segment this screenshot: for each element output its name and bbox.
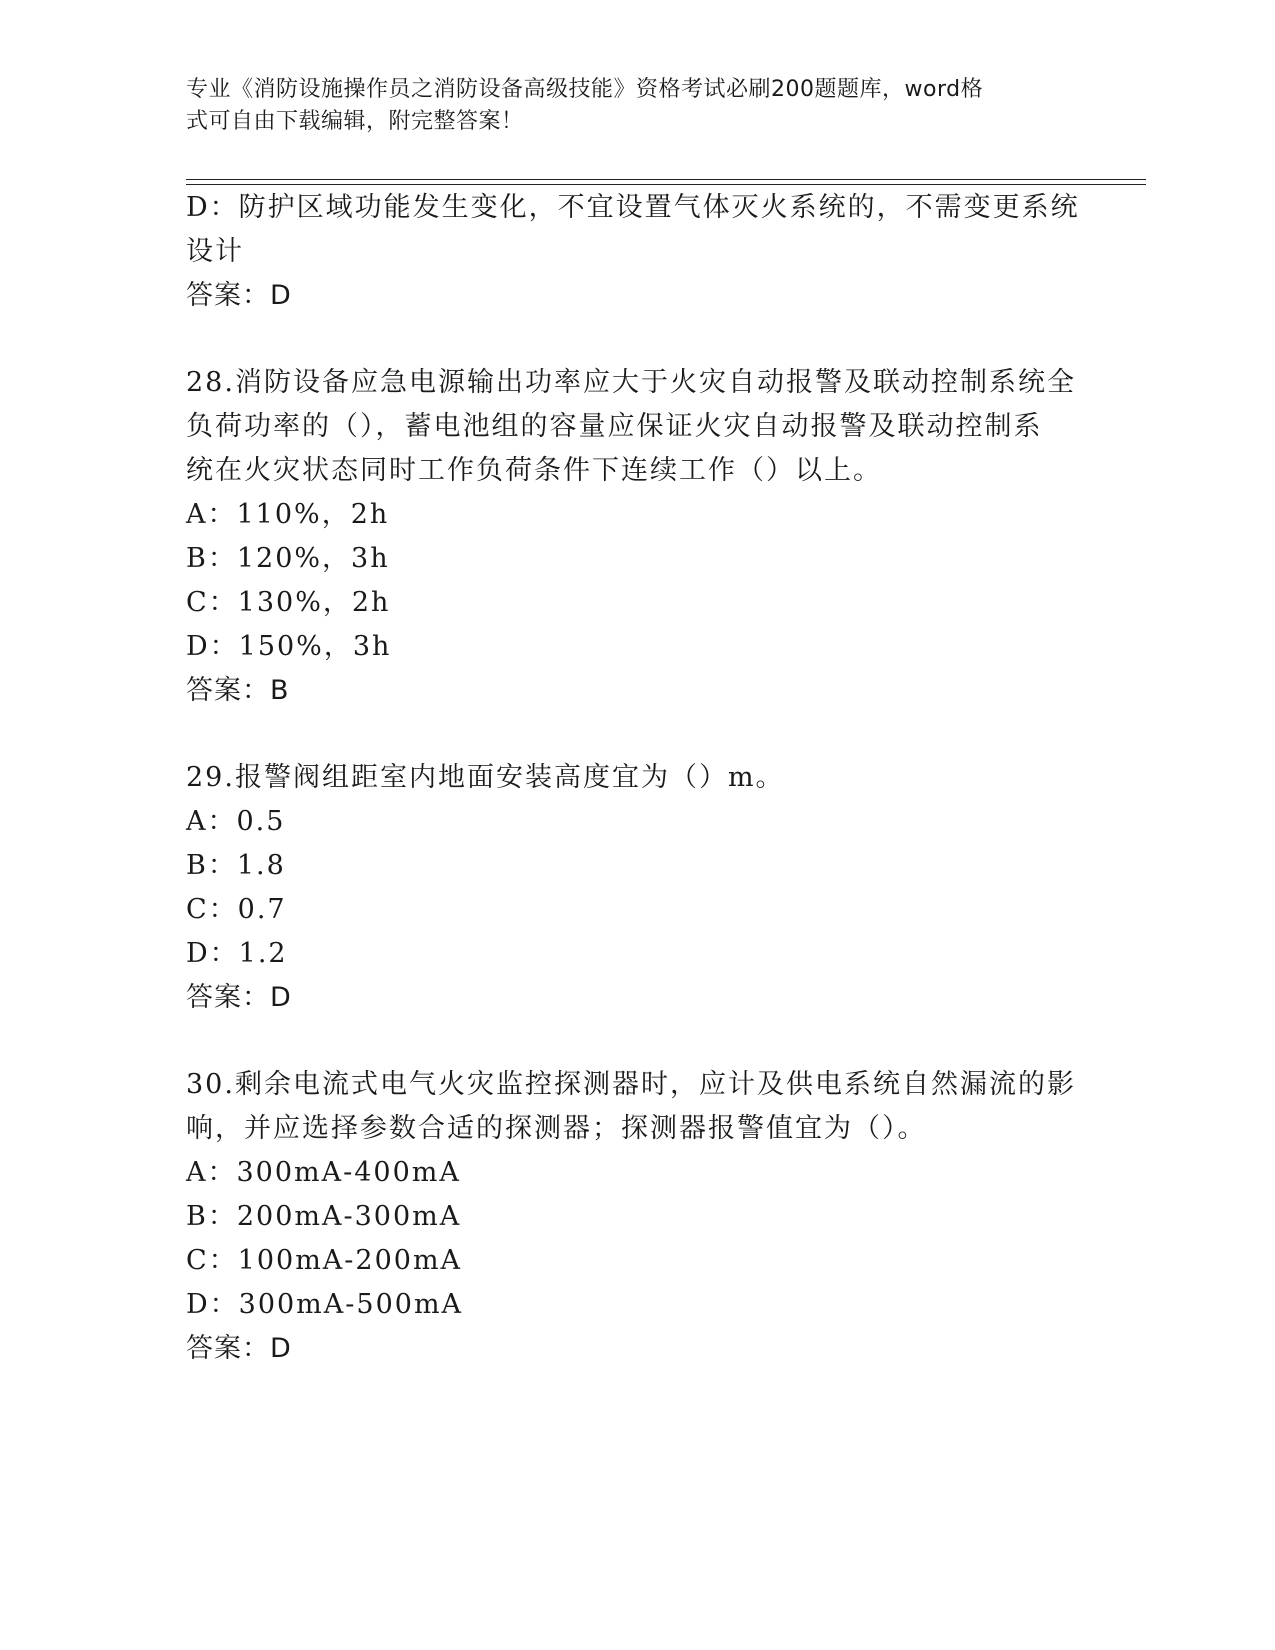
q28-stem-line-2: 负荷功率的（），蓄电池组的容量应保证火灾自动报警及联动控制系 [186, 411, 1043, 442]
q30-stem-line-2: 响，并应选择参数合适的探测器；探测器报警值宜为（）。 [186, 1113, 927, 1144]
q30-answer: 答案：D [186, 1333, 292, 1364]
header-line-1: 专业《消防设施操作员之消防设备高级技能》资格考试必刷200题题库，word格 [186, 77, 984, 102]
q29-answer: 答案：D [186, 982, 292, 1013]
q28-option-c: C：130%，2h [186, 587, 391, 618]
q30-option-a: A：300mA-400mA [186, 1157, 461, 1188]
q29-option-d: D：1.2 [186, 938, 288, 969]
q30-stem-line-1: 30.剩余电流式电气火灾监控探测器时，应计及供电系统自然漏流的影 [186, 1069, 1076, 1100]
q28-stem-line-3: 统在火灾状态同时工作负荷条件下连续工作（）以上。 [186, 455, 882, 486]
document-header [186, 74, 1086, 138]
q30-option-d: D：300mA-500mA [186, 1289, 464, 1320]
header-line-2: 式可自由下载编辑，附完整答案！ [186, 109, 524, 134]
header-divider-top [186, 179, 1146, 180]
header-divider-bottom [186, 184, 1146, 185]
q28-option-b: B：120%，3h [186, 543, 390, 574]
q29-option-c: C：0.7 [186, 894, 287, 925]
q29-option-a: A：0.5 [186, 806, 286, 837]
q30-option-b: B：200mA-300mA [186, 1201, 462, 1232]
q28-answer: 答案：B [186, 675, 290, 706]
q27-option-d-line-1: D：防护区域功能发生变化，不宜设置气体灭火系统的，不需变更系统 [186, 192, 1080, 223]
q29-option-b: B：1.8 [186, 850, 286, 881]
q28-option-d: D：150%，3h [186, 631, 392, 662]
q27-option-d-line-2: 设计 [186, 236, 244, 267]
q27-answer: 答案：D [186, 280, 292, 311]
q28-stem-line-1: 28.消防设备应急电源输出功率应大于火灾自动报警及联动控制系统全 [186, 367, 1076, 398]
q30-option-c: C：100mA-200mA [186, 1245, 463, 1276]
q28-option-a: A：110%，2h [186, 499, 390, 530]
q29-stem-line-1: 29.报警阀组距室内地面安装高度宜为（）m。 [186, 762, 785, 793]
